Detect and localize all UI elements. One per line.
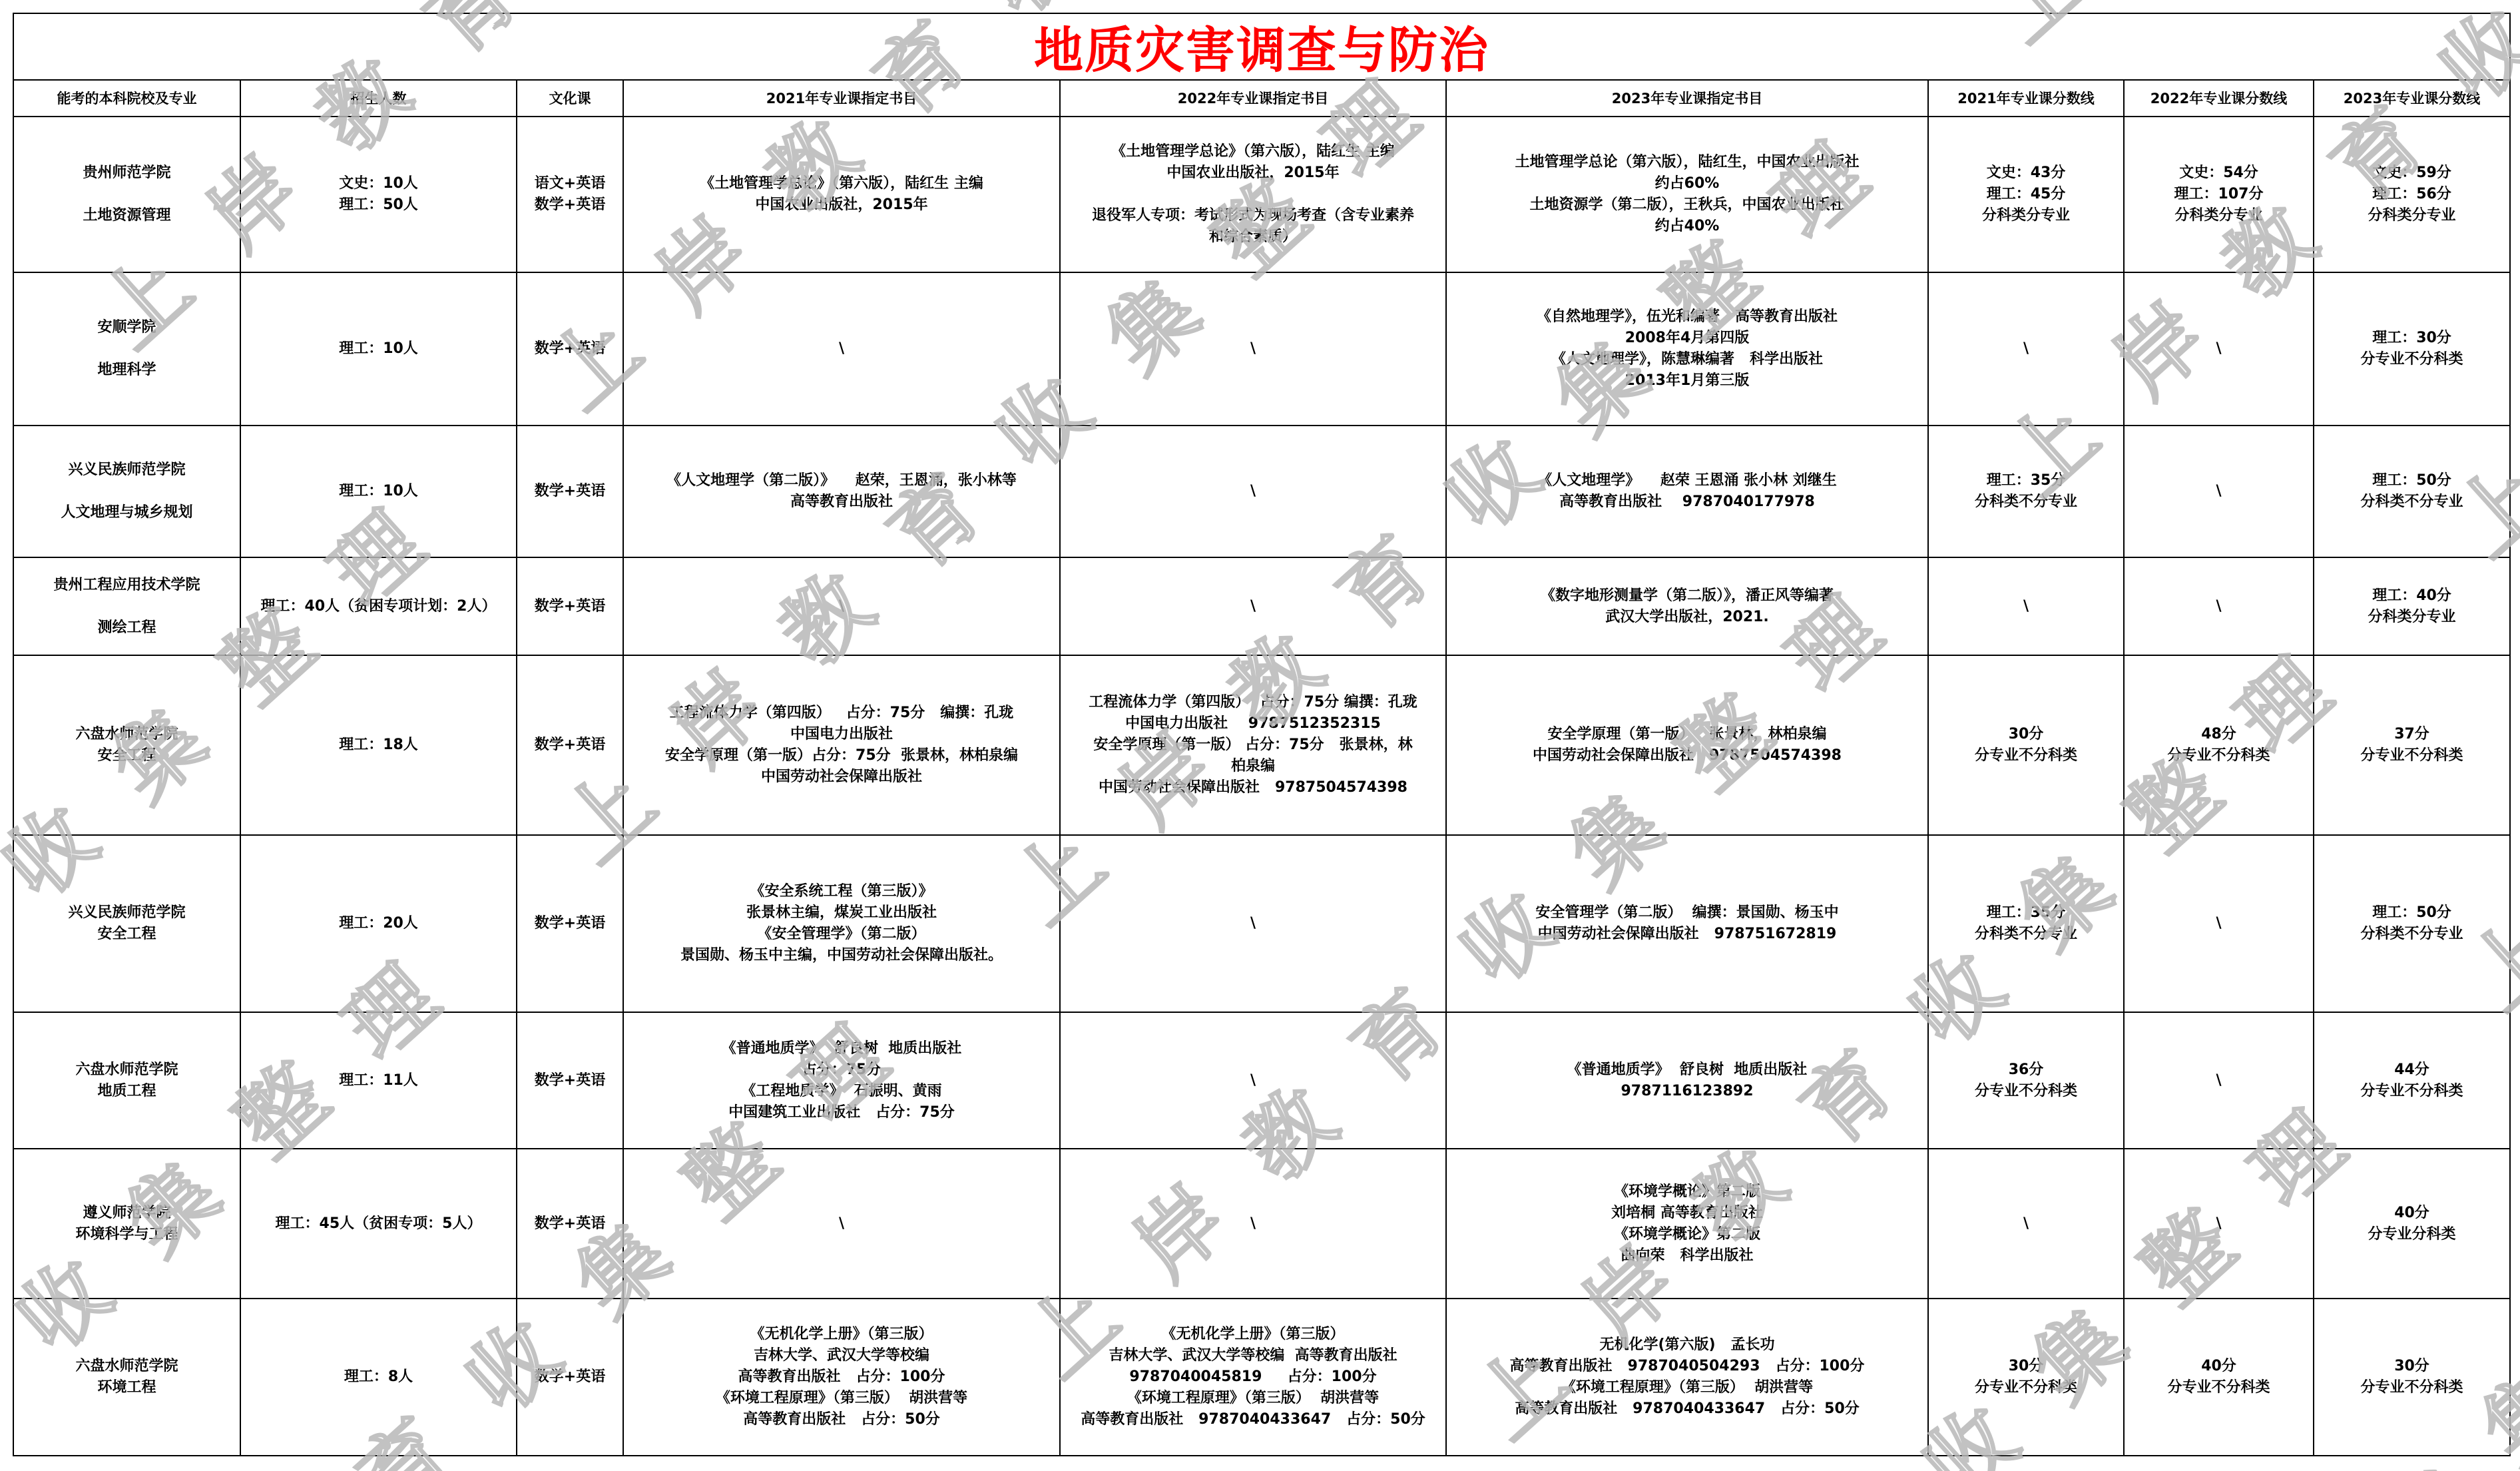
cell-line: 安顺学院 <box>97 317 156 338</box>
cell-line: 48分 <box>2201 724 2236 745</box>
cell-line: 分专业不分科类 <box>1975 1081 2077 1102</box>
cell-line: 分科类不分专业 <box>2360 924 2463 945</box>
cell-line: 景国勋、杨玉中主编，中国劳动社会保障出版社。 <box>680 945 1003 966</box>
cell-line: 《土地管理学总论》（第六版），陆红生 主编 <box>700 173 983 194</box>
cell-line: 贵州工程应用技术学院 <box>53 575 200 596</box>
cell-line: 安全工程 <box>97 924 156 945</box>
cell-line: 理工：40分 <box>2372 585 2451 607</box>
cell-line: \ <box>1250 596 1256 617</box>
cell-line: 安全管理学（第二版） 编撰：景国勋、杨玉中 <box>1535 902 1838 924</box>
cell-line: \ <box>1250 1213 1256 1235</box>
cell-line: 《环境工程原理》（第三版） 胡洪营等 <box>716 1388 967 1409</box>
cell-line: 《人文地理学》 赵荣 王恩涌 张小林 刘继生 <box>1537 470 1837 491</box>
cell-line: 理工：50分 <box>2372 902 2451 924</box>
cell-line: 分专业不分科类 <box>2167 745 2270 766</box>
cell-line: 9787116123892 <box>1621 1081 1754 1102</box>
cell-line: 2008年4月第四版 <box>1625 328 1750 349</box>
cell-line: \ <box>2216 1070 2221 1091</box>
cell-line: 吉林大学、武汉大学等校编 <box>754 1345 929 1366</box>
cell-line: 高等教育出版社 9787040504293 占分：100分 <box>1510 1356 1865 1377</box>
cell-line: \ <box>1250 338 1256 360</box>
cell-line: 环境科学与工程 <box>75 1224 178 1245</box>
cell-line: 理工：107分 <box>2174 184 2264 205</box>
cell-line: 数学+英语 <box>535 913 605 934</box>
cell-line: 分专业不分科类 <box>2360 1081 2463 1102</box>
cell-line: \ <box>1250 1070 1256 1091</box>
cell-line: 高等教育出版社 9787040177978 <box>1559 491 1815 513</box>
cell-line: 《工程地质学》 石振明、黄雨 <box>741 1081 941 1102</box>
cell-line: 文史：43分 <box>1987 162 2066 184</box>
cell-line: 数学+英语 <box>535 481 605 502</box>
cell-line: \ <box>2023 338 2029 360</box>
cell-line: 和综合素质） <box>1209 226 1297 248</box>
cell-line: 语文+英语 <box>535 173 605 194</box>
cell-line: 理工：35分 <box>1987 902 2066 924</box>
cell-line: 安全学原理（第一版）占分：75分 张景林，林柏泉编 <box>665 745 1018 766</box>
cell-line: 《土地管理学总论》（第六版），陆红生 主编 <box>1111 141 1395 162</box>
cell-line: 中国建筑工业出版社 占分：75分 <box>728 1102 955 1123</box>
cell-line: 柏泉编 <box>1231 756 1275 777</box>
cell-line: 约占40% <box>1655 216 1720 237</box>
cell-line: 分科类分专业 <box>2368 205 2455 226</box>
cell-line: 文史：59分 <box>2372 162 2451 184</box>
cell-line: \ <box>839 1213 844 1235</box>
cell-line: 中国劳动社会保障出版社 9787504574398 <box>1099 777 1407 798</box>
cell-line: 安全学原理（第一版） 占分：75分 张景林，林 <box>1093 735 1412 756</box>
cell-line: 30分 <box>2009 724 2044 745</box>
header-book-2021: 2021年专业课指定书目 <box>624 81 1061 117</box>
cell-line: 分科类不分专业 <box>2360 491 2463 513</box>
cell-line: 30分 <box>2394 1356 2429 1377</box>
cell-line: \ <box>1250 913 1256 934</box>
cell-line: 理工：45人（贫困专项：5人） <box>276 1213 482 1235</box>
cell-line: \ <box>2216 1213 2221 1235</box>
cell-line: 吉林大学、武汉大学等校编 高等教育出版社 <box>1109 1345 1397 1366</box>
cell-line: 《数字地形测量学（第二版）》，潘正风等编著 <box>1541 585 1834 607</box>
cell-line: 文史：54分 <box>2179 162 2258 184</box>
cell-line: 理工：18人 <box>339 735 418 756</box>
cell-line: \ <box>839 338 844 360</box>
cell-line: 《人文地理学（第二版）》 赵荣，王恩涌，张小林等 <box>666 470 1017 491</box>
cell-line: 数学+英语 <box>535 1213 605 1235</box>
cell-line: 武汉大学出版社，2021. <box>1605 607 1769 628</box>
cell-line: 数学+英语 <box>535 338 605 360</box>
header-culture-course: 文化课 <box>517 81 624 117</box>
cell-line: 六盘水师范学院 <box>75 1356 178 1377</box>
cell-line: 36分 <box>2009 1059 2044 1081</box>
cell-line: \ <box>2023 596 2029 617</box>
cell-line: 《安全管理学》（第二版） <box>757 924 925 945</box>
cell-line: 《环境工程原理》（第三版） 胡洪营等 <box>1127 1388 1379 1409</box>
cell-line: 40分 <box>2394 1203 2429 1224</box>
cell-line: 《环境学概论》第二版 <box>1614 1224 1760 1245</box>
cell-line: 中国劳动社会保障出版社 9787504574398 <box>1533 745 1842 766</box>
cell-line: \ <box>2216 338 2221 360</box>
cell-line: 2013年1月第三版 <box>1625 370 1750 392</box>
cell-line: 安全学原理（第一版） 张景林，林柏泉编 <box>1548 724 1827 745</box>
cell-line: 分专业分科类 <box>2368 1224 2455 1245</box>
cell-line: 文史：10人 <box>339 173 418 194</box>
cell-line: 理工：8人 <box>344 1366 413 1388</box>
cell-line: 工程流体力学（第四版） 占分：75分 编撰：孔珑 <box>670 703 1014 724</box>
cell-line: 数学+英语 <box>535 1070 605 1091</box>
cell-line: 《安全系统工程（第三版）》 <box>750 881 933 902</box>
page-title: 地质灾害调查与防治 <box>13 13 2511 81</box>
cell-line: 9787040045819 占分：100分 <box>1129 1366 1376 1388</box>
header-score-2022: 2022年专业课分数线 <box>2125 81 2314 117</box>
cell-line: 六盘水师范学院 <box>75 1059 178 1081</box>
cell-line: 中国农业出版社，2015年 <box>1166 162 1339 184</box>
cell-line: 兴义民族师范学院 <box>68 459 185 481</box>
cell-line: 分科类分专业 <box>1982 205 2070 226</box>
cell-line: 分专业不分科类 <box>2167 1377 2270 1398</box>
cell-line: 理工：50分 <box>2372 470 2451 491</box>
cell-line: 理工：20人 <box>339 913 418 934</box>
cell-line: 刘培桐 高等教育出版社 <box>1611 1203 1763 1224</box>
cell-line: 分科类分专业 <box>2174 205 2262 226</box>
cell-line: 数学+英语 <box>535 194 605 216</box>
cell-line: 退役军人专项：考试形式为现场考查（含专业素养 <box>1092 205 1414 226</box>
cell-line: 遵义师范学院 <box>83 1203 170 1224</box>
cell-line: 理工：10人 <box>339 481 418 502</box>
cell-line: 数学+英语 <box>535 596 605 617</box>
cell-line: 中国电力出版社 <box>790 724 893 745</box>
cell-line: 高等教育出版社 占分：50分 <box>743 1409 940 1430</box>
cell-line: 《无机化学上册》（第三版） <box>1161 1324 1344 1345</box>
cell-line: 《自然地理学》，伍光和编著 高等教育出版社 <box>1537 306 1838 328</box>
cell-line: 无机化学(第六版) 孟长功 <box>1599 1334 1774 1356</box>
cell-line: \ <box>2216 596 2221 617</box>
cell-line: 《人文地理学》，陈慧琳编著 科学出版社 <box>1551 349 1823 370</box>
cell-line: 理工：11人 <box>339 1070 418 1091</box>
cell-line: 高等教育出版社 9787040433647 占分：50分 <box>1081 1409 1425 1430</box>
cell-line: 曲向荣 科学出版社 <box>1621 1245 1754 1267</box>
cell-line: 分专业不分科类 <box>2360 349 2463 370</box>
cell-line: 土地管理学总论（第六版），陆红生，中国农业出版社 <box>1515 152 1859 173</box>
cell-line: 地理科学 <box>97 360 156 381</box>
cell-line: 理工：35分 <box>1987 470 2066 491</box>
cell-line: 理工：30分 <box>2372 328 2451 349</box>
cell-line: 《环境学概论》第二版 <box>1614 1181 1760 1203</box>
cell-line: 分科类分专业 <box>2368 607 2455 628</box>
cell-line: 30分 <box>2009 1356 2044 1377</box>
cell-line: 《环境工程原理》（第三版） 胡洪营等 <box>1561 1377 1813 1398</box>
cell-line: 人文地理与城乡规划 <box>61 502 192 523</box>
cell-line: 37分 <box>2394 724 2429 745</box>
cell-line: 《无机化学上册》（第三版） <box>750 1324 933 1345</box>
cell-line: 理工：10人 <box>339 338 418 360</box>
cell-line: \ <box>2216 913 2221 934</box>
cell-line: 中国劳动社会保障出版社 <box>761 766 922 788</box>
cell-line: 地质工程 <box>97 1081 156 1102</box>
cell-line: 40分 <box>2201 1356 2236 1377</box>
cell-line: 工程流体力学（第四版） 占分：75分 编撰：孔珑 <box>1089 692 1417 713</box>
header-enrollment: 招生人数 <box>241 81 517 117</box>
cell-line: \ <box>2023 1213 2029 1235</box>
header-book-2022: 2022年专业课指定书目 <box>1061 81 1447 117</box>
cell-line: 占分：75分 <box>802 1059 882 1081</box>
cell-line: 分科类不分专业 <box>1975 924 2077 945</box>
cell-line: 高等教育出版社 <box>790 491 893 513</box>
cell-line: 《普通地质学》 舒良树 地质出版社 <box>1567 1059 1808 1081</box>
cell-line: 理工：40人（贫困专项计划：2人） <box>261 596 497 617</box>
cell-line: 分专业不分科类 <box>2360 1377 2463 1398</box>
cell-line: 中国农业出版社，2015年 <box>755 194 927 216</box>
cell-line: 土地资源管理 <box>83 205 170 226</box>
header-score-2023: 2023年专业课分数线 <box>2314 81 2511 117</box>
cell-line: 数学+英语 <box>535 1366 605 1388</box>
cell-line: 数学+英语 <box>535 735 605 756</box>
cell-line: 《普通地质学》 舒良树 地质出版社 <box>722 1038 962 1059</box>
cell-line: 张景林主编，煤炭工业出版社 <box>746 902 937 924</box>
cell-line: 理工：50人 <box>339 194 418 216</box>
cell-line: 分专业不分科类 <box>1975 745 2077 766</box>
header-book-2023: 2023年专业课指定书目 <box>1447 81 1929 117</box>
cell-line: 高等教育出版社 9787040433647 占分：50分 <box>1515 1398 1860 1420</box>
cell-line: 高等教育出版社 占分：100分 <box>738 1366 945 1388</box>
cell-line: 中国电力出版社 9787512352315 <box>1125 713 1381 735</box>
cell-line: 土地资源学（第二版），王秋兵，中国农业出版社 <box>1529 194 1844 216</box>
cell-line: 测绘工程 <box>97 617 156 639</box>
cell-line: 中国劳动社会保障出版社 978751672819 <box>1538 924 1837 945</box>
cell-line: 理工：56分 <box>2372 184 2451 205</box>
cell-line: 分科类不分专业 <box>1975 491 2077 513</box>
header-school-major: 能考的本科院校及专业 <box>14 81 241 117</box>
cell-line: 安全工程 <box>97 745 156 766</box>
cell-line: 分专业不分科类 <box>2360 745 2463 766</box>
cell-line: 兴义民族师范学院 <box>68 902 185 924</box>
cell-line: \ <box>2216 481 2221 502</box>
header-score-2021: 2021年专业课分数线 <box>1929 81 2125 117</box>
cell-line: \ <box>839 596 844 617</box>
cell-line: 理工：45分 <box>1987 184 2066 205</box>
cell-line: 分专业不分科类 <box>1975 1377 2077 1398</box>
cell-line: 六盘水师范学院 <box>75 724 178 745</box>
cell-line: 44分 <box>2394 1059 2429 1081</box>
cell-line: 环境工程 <box>97 1377 156 1398</box>
cell-line: \ <box>1250 481 1256 502</box>
cell-line: 约占60% <box>1655 173 1720 194</box>
cell-line: 贵州师范学院 <box>83 162 170 184</box>
